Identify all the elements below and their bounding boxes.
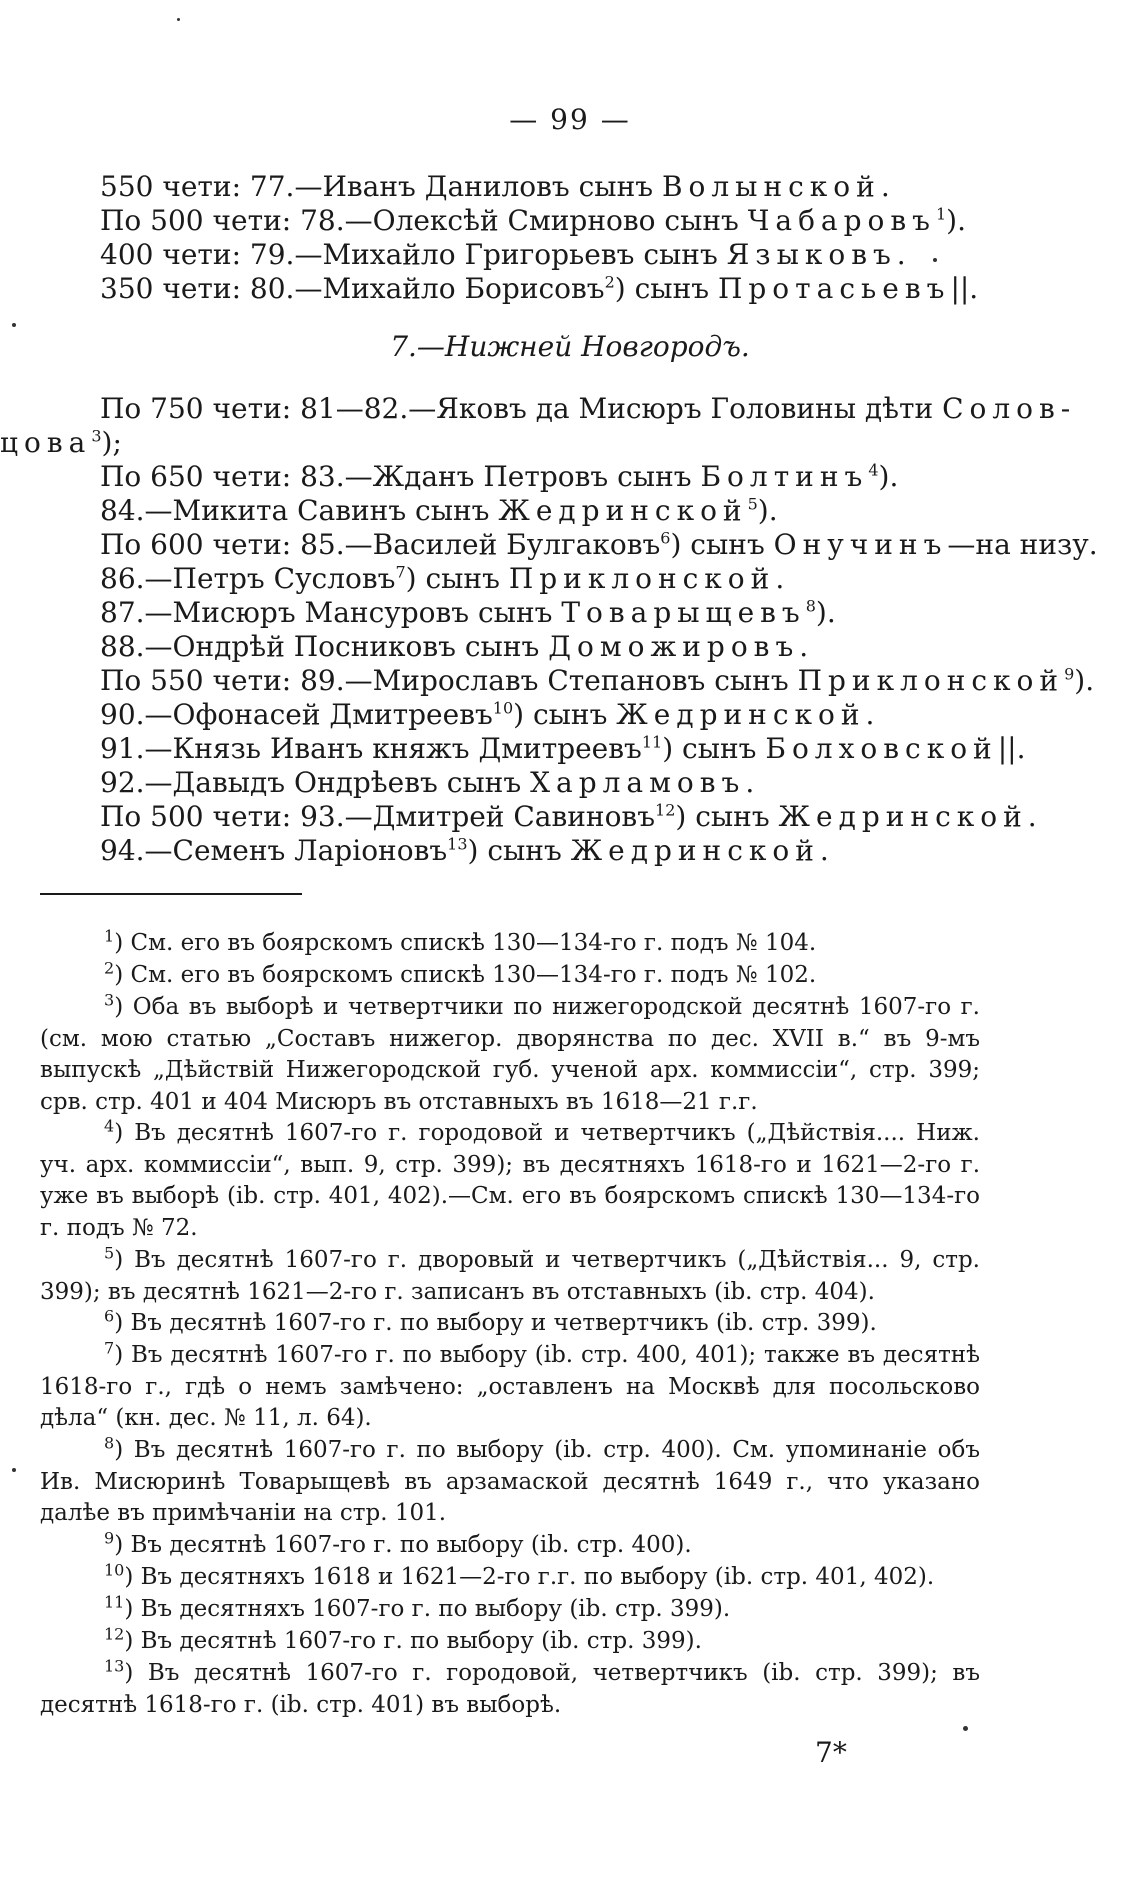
- entry-77: 550 чети: 77.—Иванъ Даниловъ сынъ Волынской.: [100, 170, 890, 203]
- section-title: 7.—Нижней Новгородъ.: [390, 330, 750, 363]
- footnote-1: $^1$) См. его въ боярскомъ спискѣ 130—134-го г. подъ № 104.: [104, 926, 817, 956]
- page-number: — 99 —: [509, 103, 631, 136]
- footnote-6: $^6$) Въ десятнѣ 1607-го г. по выбору и четвертчикъ (ib. стр. 399).: [104, 1306, 877, 1336]
- footnote-13: $^{13}$) Въ десятнѣ 1607-го г. городовой, четвертчикъ (ib. стр. 399); въ десятнѣ 1618-го г. (ib. стр. 401) въ выборѣ.: [40, 1656, 980, 1718]
- scan-speck: [963, 1726, 968, 1731]
- entry-87: 87.—Мисюръ Мансуровъ сынъ Товарыщевъ$^8$).: [100, 596, 836, 629]
- footnote-2: $^2$) См. его въ боярскомъ спискѣ 130—134-го г. подъ № 102.: [104, 958, 817, 988]
- scan-speck: [177, 18, 180, 21]
- entry-81-cont: цова$^3$);: [0, 426, 122, 459]
- entry-90: 90.—Офонасей Дмитреевъ$^{10}$) сынъ Жедринской.: [100, 698, 875, 731]
- entry-78: По 500 чети: 78.—Олексѣй Смирново сынъ Чабаровъ$^1$).: [100, 204, 967, 237]
- entry-92: 92.—Давыдъ Ондрѣевъ сынъ Харламовъ.: [100, 766, 755, 799]
- scan-speck: [933, 258, 937, 262]
- entry-93: По 500 чети: 93.—Дмитрей Савиновъ$^{12}$) сынъ Жедринской.: [100, 800, 1037, 833]
- footnote-divider: [40, 893, 302, 895]
- entry-80: 350 чети: 80.—Михайло Борисовъ$^2$) сынъ Протасьевъ||.: [100, 272, 979, 305]
- footnote-10: $^{10}$) Въ десятняхъ 1618 и 1621—2-го г.г. по выбору (ib. стр. 401, 402).: [104, 1560, 935, 1590]
- entry-84: 84.—Микита Савинъ сынъ Жедринской$^5$).: [100, 494, 778, 527]
- footnote-8: $^8$) Въ десятнѣ 1607-го г. по выбору (ib. стр. 400). См. упоминаніе объ Ив. Мисюринѣ Товарыщевѣ въ арзамаской десятнѣ 1649 г., что указано далѣе въ примѣчаніи на стр. 101.: [40, 1433, 980, 1526]
- footnote-7: $^7$) Въ десятнѣ 1607-го г. по выбору (ib. стр. 400, 401); также въ десятнѣ 1618-го г., гдѣ о немъ замѣчено: „оставленъ на Москвѣ для посольсково дѣла“ (кн. дес. № 11, л. 64).: [40, 1338, 980, 1431]
- entry-83: По 650 чети: 83.—Жданъ Петровъ сынъ Болтинъ$^4$).: [100, 460, 899, 493]
- footnote-4: $^4$) Въ десятнѣ 1607-го г. городовой и четвертчикъ („Дѣйствія.... Ниж. уч. арх. коммиссіи“, вып. 9, стр. 399); въ десятняхъ 1618-го и 1621—2-го г. уже въ выборѣ (ib. стр. 401, 402).—См. его въ боярскомъ спискѣ 130—134-го г. подъ № 72.: [40, 1116, 980, 1241]
- entry-91: 91.—Князь Иванъ княжъ Дмитреевъ$^{11}$) сынъ Болховской||.: [100, 732, 1026, 765]
- entry-81: По 750 чети: 81—82.—Яковъ да Мисюръ Головины дѣти Солов-: [100, 392, 1077, 425]
- footnote-5: $^5$) Въ десятнѣ 1607-го г. дворовый и четвертчикъ („Дѣйствія... 9, стр. 399); въ десятнѣ 1621—2-го г. записанъ въ отставныхъ (ib. стр. 404).: [40, 1243, 980, 1305]
- footnote-12: $^{12}$) Въ десятнѣ 1607-го г. по выбору (ib. стр. 399).: [104, 1624, 702, 1654]
- entry-86: 86.—Петръ Сусловъ$^7$) сынъ Приклонской.: [100, 562, 785, 595]
- entry-79: 400 чети: 79.—Михайло Григорьевъ сынъ Языковъ.: [100, 238, 906, 271]
- footnote-11: $^{11}$) Въ десятняхъ 1607-го г. по выбору (ib. стр. 399).: [104, 1592, 731, 1622]
- signature-mark: 7*: [815, 1736, 847, 1769]
- footnote-9: $^9$) Въ десятнѣ 1607-го г. по выбору (ib. стр. 400).: [104, 1528, 692, 1558]
- entry-88: 88.—Ондрѣй Посниковъ сынъ Доможировъ.: [100, 630, 809, 663]
- entry-85: По 600 чети: 85.—Василей Булгаковъ$^6$) сынъ Онучинъ—на низу.: [100, 528, 1098, 561]
- footnote-3: $^3$) Оба въ выборѣ и четвертчики по нижегородской десятнѣ 1607-го г. (см. мою статью „Составъ нижегор. дворянства по дес. XVII в.“ въ 9-мъ выпускѣ „Дѣйствій Нижегородской губ. ученой арх. коммиссіи“, стр. 399; срв. стр. 401 и 404 Мисюръ въ отставныхъ въ 1618—21 г.г.: [40, 990, 980, 1115]
- scan-speck: [12, 323, 16, 327]
- entry-89: По 550 чети: 89.—Мирославъ Степановъ сынъ Приклонской$^9$).: [100, 664, 1095, 697]
- entry-94: 94.—Семенъ Ларіоновъ$^{13}$) сынъ Жедринской.: [100, 834, 829, 867]
- scan-speck: [12, 1468, 16, 1472]
